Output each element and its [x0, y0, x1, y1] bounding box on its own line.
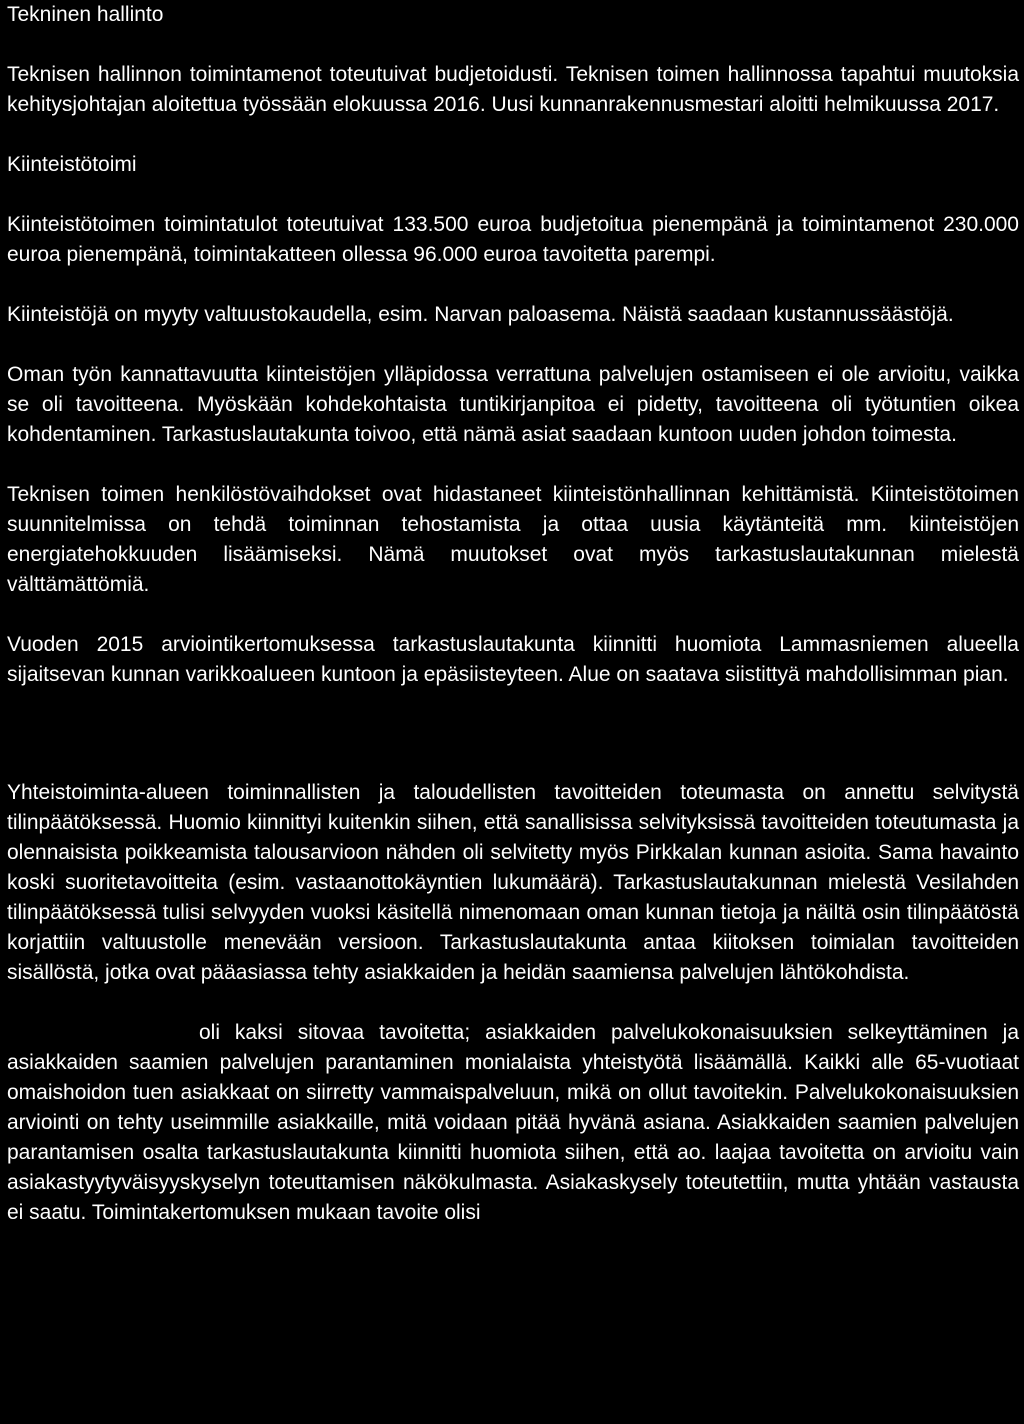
- paragraph-kiinteistotoimi-1: Kiinteistötoimen toimintatulot toteutuivat 133.500 euroa budjetoitua pienempänä ja toimintamenot 230.000 euroa pienempänä, toimintakatteen ollessa 96.000 euroa tavoitetta parempi.: [7, 213, 1019, 266]
- paragraph-yhteistoiminta-1: Yhteistoiminta-alueen toiminnallisten ja taloudellisten tavoitteiden toteumasta on annettu selvitystä tilinpäätöksessä. Huomio kiinnittyi kuitenkin siihen, että sanallisissa selvityksissä tavoitteiden toteutumasta ja olennaisista poikkeamista talousarvioon nähden oli selvitetty myös Pirkkalan kunnan asioita. Sama havainto koski suoritetavoitteita (esim. vastaanottokäyntien lukumäärä). Tarkastuslautakunnan mielestä Vesilahden tilinpäätöksessä tulisi selvyyden vuoksi käsitellä nimenomaan oman kunnan tietoja ja näiltä osin tilinpäätöstä korjattiin valtuustolle menevään versioon. Tarkastuslautakunta antaa kiitoksen toimialan tavoitteiden sisällöstä, jotka ovat pääasiassa tehty asiakkaiden ja heidän saamiensa palvelujen lähtökohdista.: [7, 781, 1019, 984]
- paragraph-yhteistoiminta-2-text: oli kaksi sitovaa tavoitetta; asiakkaiden palvelukokonaisuuksien selkeyttäminen ja asiakkaiden saamien palvelujen parantaminen monialaista yhteistyötä lisäämällä. Kaikki alle 65-vuotiaat omaishoidon tuen asiakkaat on siirretty vammaispalveluun, mikä on ollut tavoitekin. Palvelukokonaisuuksien arviointi on tehty useimmille asiakkaille, mitä voidaan pitää hyvänä asiana. Asiakkaiden saamien palvelujen parantamisen osalta tarkastuslautakunta kiinnitti huomiota siihen, että ao. laajaa tavoitetta on arvioitu vain asiakastyytyväisyyskyselyn toteuttamisen näkökulmasta. Asiakaskysely toteutettiin, mutta yhtään vastausta ei saatu. Toimintakertomuksen mukaan tavoite olisi: [7, 1021, 1019, 1224]
- paragraph-kiinteistotoimi-4: Teknisen toimen henkilöstövaihdokset ovat hidastaneet kiinteistönhallinnan kehittämistä. Kiinteistötoimen suunnitelmissa on tehdä toiminnan tehostamista ja ottaa uusia käytänteitä mm. kiinteistöjen energiatehokkuuden lisäämiseksi. Nämä muutokset ovat myös tarkastuslautakunnan mielestä välttämättömiä.: [7, 483, 1019, 596]
- paragraph-yhteistoiminta-2: [7, 1018, 1019, 1228]
- paragraph-kiinteistotoimi-2: Kiinteistöjä on myyty valtuustokaudella, esim. Narvan paloasema. Näistä saadaan kustannussäästöjä.: [7, 303, 954, 326]
- document-page: [7, 0, 1019, 1228]
- section-heading-tekninen-hallinto: Tekninen hallinto: [7, 3, 164, 26]
- section-heading-kiinteistotoimi: Kiinteistötoimi: [7, 153, 137, 176]
- paragraph-kiinteistotoimi-3: Oman työn kannattavuutta kiinteistöjen ylläpidossa verrattuna palvelujen ostamiseen ei ole arvioitu, vaikka se oli tavoitteena. Myöskään kohdekohtaista tuntikirjanpitoa ei pidetty, tavoitteena oli työtuntien oikea kohdentaminen. Tarkastuslautakunta toivoo, että nämä asiat saadaan kuntoon uuden johdon toimesta.: [7, 363, 1019, 446]
- paragraph-kiinteistotoimi-5: Vuoden 2015 arviointikertomuksessa tarkastuslautakunta kiinnitti huomiota Lammasniemen alueella sijaitsevan kunnan varikkoalueen kuntoon ja epäsiisteyteen. Alue on saatava siistittyä mahdollisimman pian.: [7, 633, 1019, 686]
- paragraph-tekninen-hallinto: Teknisen hallinnon toimintamenot toteutuivat budjetoidusti. Teknisen toimen hallinnossa tapahtui muutoksia kehitysjohtajan aloitettua työssään elokuussa 2016. Uusi kunnanrakennusmestari aloitti helmikuussa 2017.: [7, 63, 1019, 116]
